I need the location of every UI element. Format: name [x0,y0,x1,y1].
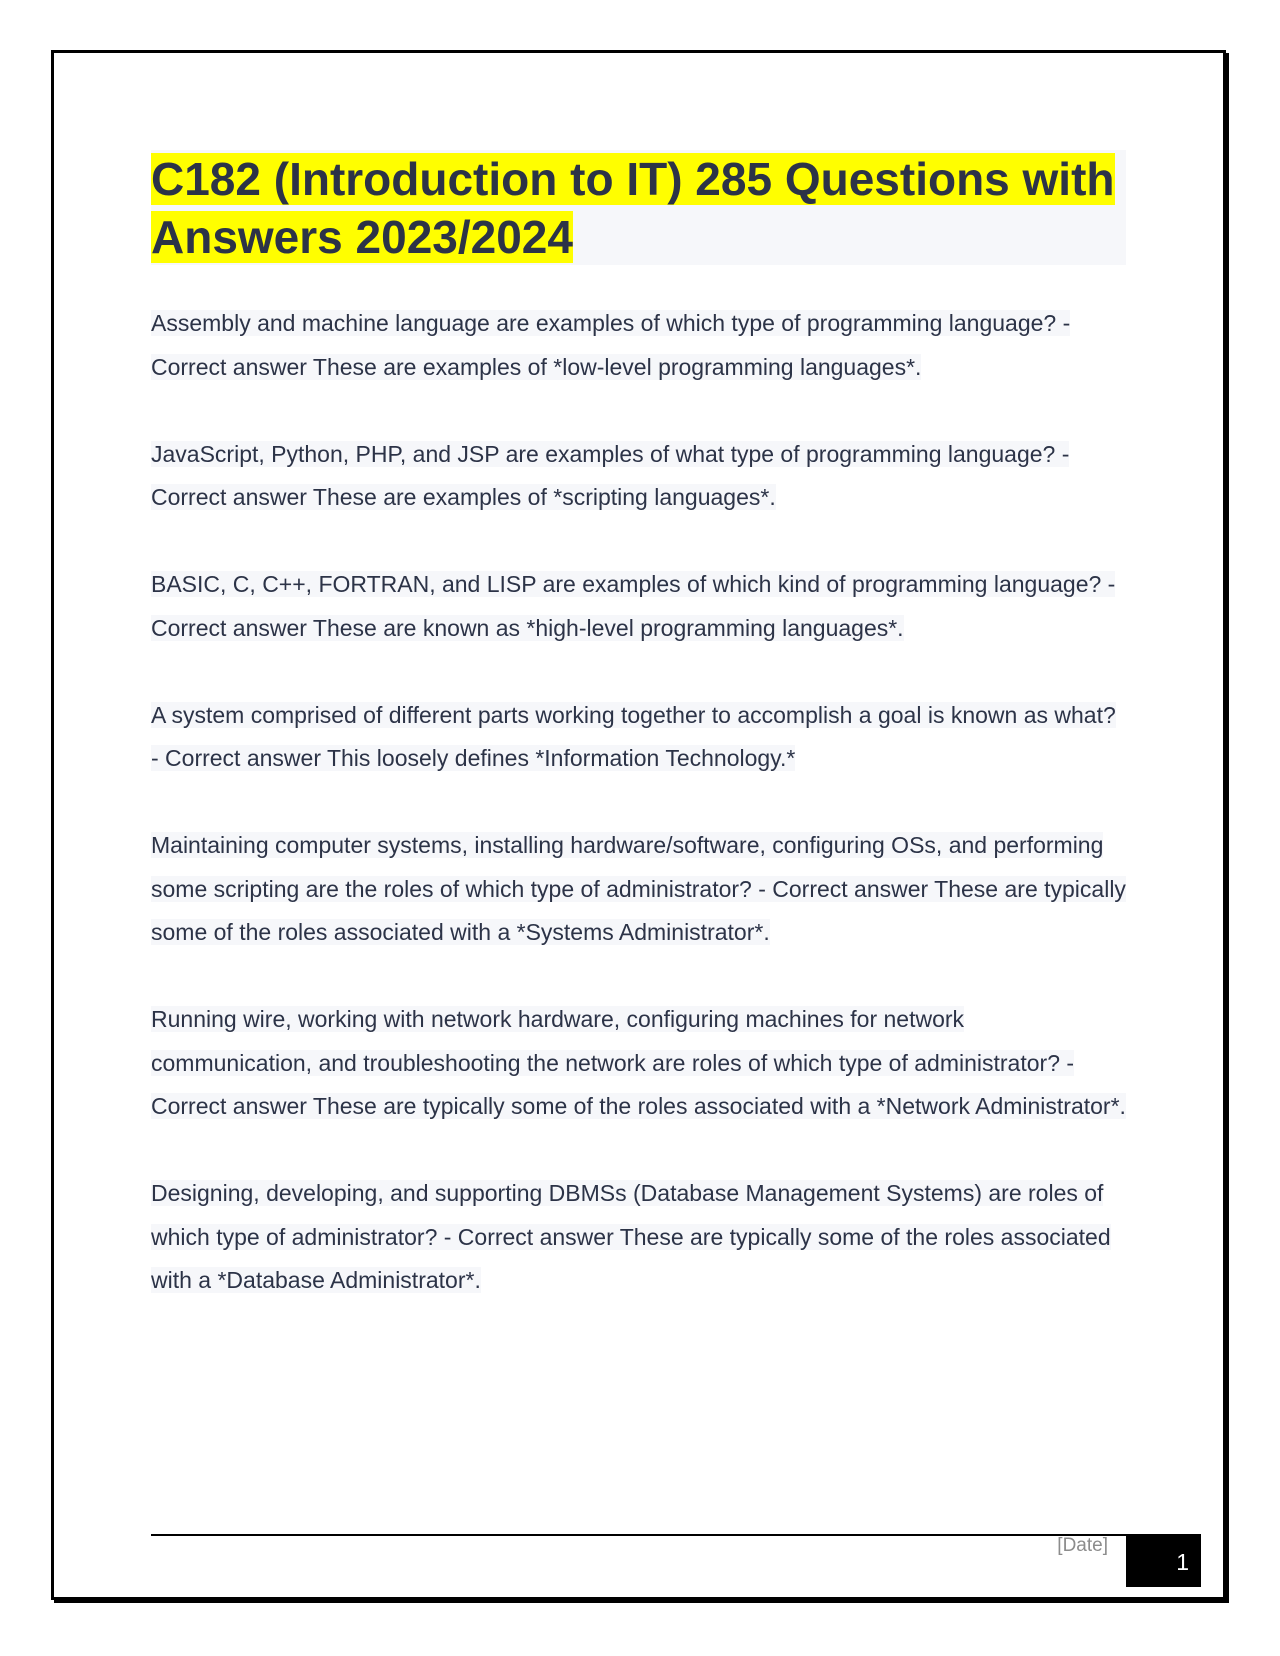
qa-entry-text: Assembly and machine language are examples of which type of programming language? - Correct answer These are examples of *low-level programming languages*. [151,310,1071,380]
title-block [151,150,1126,265]
qa-list [151,302,1126,1346]
qa-entry [151,563,1126,650]
qa-entry [151,824,1126,955]
qa-entry-text: Designing, developing, and supporting DBMSs (Database Management Systems) are roles of which type of administrator? - Correct answer These are typically some of the roles associated with a *Database Administrator*. [151,1180,1111,1293]
footer-date: [Date] [1057,1535,1108,1556]
qa-entry [151,1172,1126,1303]
page-number: 1 [1176,1549,1189,1575]
qa-entry-text: A system comprised of different parts working together to accomplish a goal is known as what? - Correct answer This loosely defines *Information Technology.* [151,701,1116,771]
qa-entry [151,433,1126,520]
qa-entry [151,302,1126,389]
page-number-box [1126,1535,1201,1587]
title-highlight: C182 (Introduction to IT) 285 Questions with Answers 2023/2024 [151,153,1115,263]
qa-entry-text: Maintaining computer systems, installing hardware/software, configuring OSs, and performing some scripting are the roles of which type of administrator? - Correct answer These are typically some of the roles associated with a *Systems Administrator*. [151,832,1126,945]
qa-entry-text: Running wire, working with network hardware, configuring machines for network communication, and troubleshooting the network are roles of which type of administrator? - Correct answer These are typically some of the roles associated with a *Network Administrator*. [151,1006,1126,1119]
qa-entry-text: BASIC, C, C++, FORTRAN, and LISP are examples of which kind of programming language? - Correct answer These are known as *high-level programming languages*. [151,571,1116,641]
document-title [151,150,1126,266]
qa-entry [151,694,1126,781]
qa-entry [151,998,1126,1129]
qa-entry-text: JavaScript, Python, PHP, and JSP are examples of what type of programming language? - Correct answer These are examples of *scripting languages*. [151,440,1070,510]
